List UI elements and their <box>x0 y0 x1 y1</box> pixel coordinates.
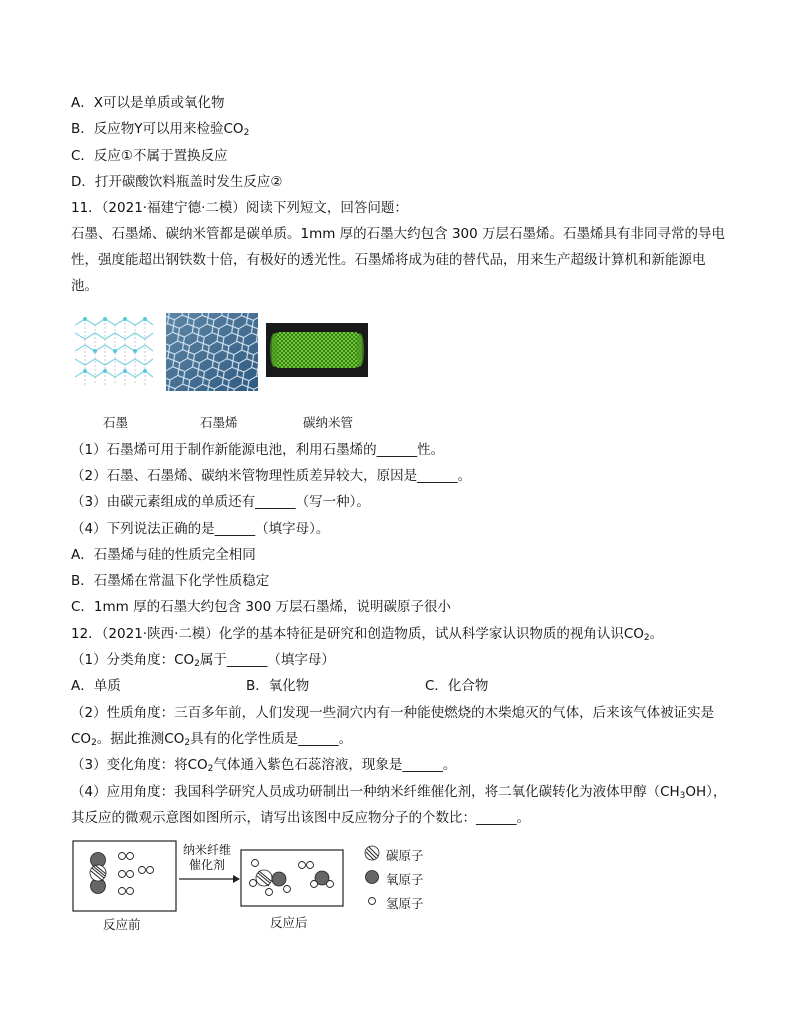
legend-hydrogen: 氢原子 <box>386 896 424 911</box>
q12-sub-2-line1: （2）性质角度：三百多年前，人们发现一些洞穴内有一种能使燃烧的木柴熄灭的气体，后来该气体被证实是 <box>71 705 715 721</box>
atom-legend-symbols <box>362 843 382 913</box>
q12-option-b: B．氧化物 <box>246 678 310 694</box>
before-reaction-label: 反应前 <box>103 917 141 932</box>
q12-stem: 12．（2021·陕西·二模）化学的基本特征是研究和创造物质，试从科学家认识物质的视角认识$CO_2$。 <box>71 626 664 643</box>
q11-sub-4: （4）下列说法正确的是______（填字母）。 <box>71 521 330 537</box>
q12-sub-4-line1: （4）应用角度：我国科学研究人员成功研制出一种纳米纤维催化剂，将二氧化碳转化为液体甲醇$(CH_3OH)$， <box>71 784 727 801</box>
q12-sub-4-line2: 其反应的微观示意图如图所示，请写出该图中反应物分子的个数比：______。 <box>71 810 530 826</box>
q11-stem: 11．（2021·福建宁德·二模）阅读下列短文，回答问题： <box>71 200 408 216</box>
q10-option-c: C．反应①不属于置换反应 <box>71 148 228 164</box>
catalyst-label: 纳米纤维 催化剂 <box>182 843 231 872</box>
q11-option-a: A．石墨烯与硅的性质完全相同 <box>71 547 256 563</box>
carbon-nanotube-image <box>266 323 368 377</box>
graphite-structure-image <box>71 315 157 389</box>
q10-option-d: D．打开碳酸饮料瓶盖时发生反应② <box>71 174 283 190</box>
q10-option-b: B．反应物Y可以用来检验$CO_2$ <box>71 121 250 138</box>
q12-sub-1: （1）分类角度：$CO_2$属于______（填字母） <box>71 652 335 669</box>
before-reaction-box <box>72 840 177 912</box>
caption-graphene: 石墨烯 <box>200 415 238 430</box>
q12-sub-2-line2: $CO_2$。据此推测$CO_2$具有的化学性质是______。 <box>71 731 353 748</box>
hydrogen-atom-icon <box>369 898 376 905</box>
q11-option-c: C．1mm 厚的石墨大约包含 300 万层石墨烯，说明碳原子很小 <box>71 599 451 615</box>
oxygen-atom-icon <box>366 871 379 884</box>
q12-option-a: A．单质 <box>71 678 121 694</box>
q12-sub-3: （3）变化角度：将$CO_2$气体通入紫色石蕊溶液，现象是______。 <box>71 757 457 774</box>
legend-oxygen: 氧原子 <box>386 872 424 887</box>
after-reaction-box <box>240 849 344 907</box>
q10-option-a: A．X可以是单质或氧化物 <box>71 95 225 111</box>
q11-passage: 石墨、石墨烯、碳纳米管都是碳单质。1mm 厚的石墨大约包含 300 万层石墨烯。石墨烯具有非同寻常的导电性，强度能超出钢铁数十倍，有极好的透光性。石墨烯将成为硅的替代品，用来生产超级计算机和新能源电池。 <box>71 226 726 294</box>
caption-graphite: 石墨 <box>103 415 129 430</box>
legend-carbon: 碳原子 <box>386 848 424 863</box>
caption-carbon-nanotube: 碳纳米管 <box>303 415 354 430</box>
q11-option-b: B．石墨烯在常温下化学性质稳定 <box>71 573 270 589</box>
q11-sub-3: （3）由碳元素组成的单质还有______（写一种）。 <box>71 494 370 510</box>
graphene-structure-image <box>166 313 258 391</box>
reaction-arrow <box>177 873 241 885</box>
q11-sub-1: （1）石墨烯可用于制作新能源电池，利用石墨烯的______性。 <box>71 442 445 458</box>
after-reaction-label: 反应后 <box>270 915 308 930</box>
q11-sub-2: （2）石墨、石墨烯、碳纳米管物理性质差异较大，原因是______。 <box>71 468 472 484</box>
q12-option-c: C．化合物 <box>425 678 489 694</box>
